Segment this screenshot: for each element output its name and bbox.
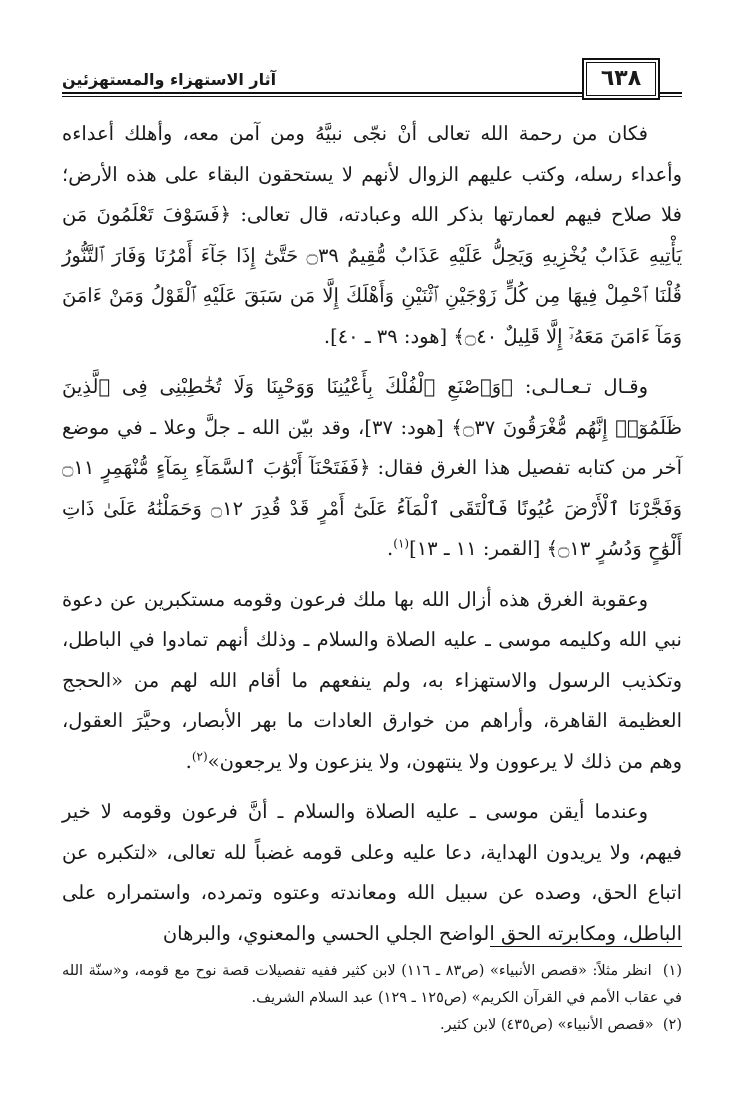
running-header: [62, 62, 682, 102]
footnote-number: (١): [662, 963, 683, 979]
header-rule-tick: [666, 92, 682, 94]
footnote-number: (٢): [662, 1017, 682, 1033]
paragraph-2: [62, 367, 682, 570]
footnotes: [62, 958, 682, 1039]
verse-reference: [هود: ٣٩ ـ ٤٠].: [323, 324, 448, 348]
running-title: آثار الاستهزاء والمستهزئين: [62, 70, 277, 89]
paragraph-3-text: وعقوبة الغرق هذه أزال الله بها ملك فرعون وقومه مستكبرين عن دعوة نبي الله وكليمه موسى ـ عليه الصلاة والسلام ـ وذلك أنهم تمادوا في الباطل، وتكذيب الرسول والاستهزاء به، ولم ينفعهم ما أقام الله لهم من «الحجج العظيمة القاهرة، وأراهم من خوارق العادات ما بهر الأبصار، وحيَّرَ العقول، وهم من ذلك لا يرعوون ولا ينتهون، ولا ينزعون ولا يرجعون»: [62, 587, 682, 773]
verse-reference: [القمر: ١١ ـ ١٣]: [409, 537, 541, 560]
paragraph-1: [62, 114, 682, 357]
paragraph-4-text: وعندما أيقن موسى ـ عليه الصلاة والسلام ـ أنَّ فرعون وقومه لا خير فيهم، ولا يريدون الهداية، دعا عليه وعلى قومه غضباً لله تعالى، «لتكبره عن اتباع الحق، وصده عن سبيل الله ومعاندته وعتوه وتمرده، واستمراره على الباطل، ومكابرته الحق الواضح الجلي الحسي والمعنوي، والبرهان: [62, 800, 682, 945]
quran-verse-qamar-11-13: ﴿فَفَتَحْنَآ أَبْوَٰبَ ٱلسَّمَآءِ بِمَآءٍ مُّنْهَمِرٍ ۝١١ وَفَجَّرْنَا ٱلْأَرْضَ عُيُونًا فَٱلْتَقَى ٱلْمَآءُ عَلَىٰٓ أَمْرٍ قَدْ قُدِرَ ۝١٢ وَحَمَلْنَٰهُ عَلَىٰ ذَاتِ أَلْوَٰحٍ وَدُسُرٍ ۝١٣﴾: [62, 456, 682, 560]
page-number: ٦٣٨: [582, 58, 660, 100]
footnote-text: انظر مثلاً: «قصص الأنبياء» (ص٨٣ ـ ١١٦) لابن كثير ففيه تفصيلات قصة نوح مع قومه، و«سنّة الله في عقاب الأمم في القرآن الكريم» (ص١٢٥ ـ ١٢٩) عبد السلام الشريف.: [62, 963, 682, 1006]
paragraph-4: [62, 792, 682, 954]
paragraph-3: [62, 580, 682, 783]
main-text: [62, 114, 682, 954]
quran-verse-hud-37: ﴿وَٱصْنَعِ ٱلْفُلْكَ بِأَعْيُنِنَا وَوَحْيِنَا وَلَا تُخَٰطِبْنِى فِى ٱلَّذِينَ ظَلَمُوٓا۟ إِنَّهُم مُّغْرَقُونَ ۝٣٧﴾: [62, 375, 682, 439]
paragraph-2-text: [هود: ٣٧]، وقد بيّن الله ـ جلَّ وعلا ـ في موضع آخر من كتابه تفصيل هذا الغرق فقال:: [62, 415, 682, 479]
paragraph-1-text: فكان من رحمة الله تعالى أنْ نجّى نبيَّهُ ومن آمن معه، وأهلك أعداءه وأعداء رسله، وكتب عليهم الزوال لأنهم لا يستحقون البقاء على هذه الأرض؛ فلا صلاح فيهم لعمارتها بذكر الله وعبادته، قال تعالى:: [62, 122, 682, 226]
footnote-marker[interactable]: (٢): [191, 749, 208, 763]
footnote-marker[interactable]: (١): [393, 536, 410, 551]
footnote-1: [62, 958, 682, 1012]
footnote-separator: [490, 946, 682, 947]
quran-verse-hud-39-40: ﴿فَسَوْفَ تَعْلَمُونَ مَن يَأْتِيهِ عَذَابٌ يُخْزِيهِ وَيَحِلُّ عَلَيْهِ عَذَابٌ مُّقِيمٌ ۝٣٩ حَتَّىٰٓ إِذَا جَآءَ أَمْرُنَا وَفَارَ ٱلتَّنُّورُ قُلْنَا ٱحْمِلْ فِيهَا مِن كُلٍّ زَوْجَيْنِ ٱثْنَيْنِ وَأَهْلَكَ إِلَّا مَن سَبَقَ عَلَيْهِ ٱلْقَوْلُ وَمَنْ ءَامَنَ وَمَآ ءَامَنَ مَعَهُۥٓ إِلَّا قَلِيلٌ ۝٤٠﴾: [62, 203, 682, 348]
sentence-end: .: [387, 537, 394, 560]
footnote-2: [62, 1012, 682, 1039]
sentence-end: .: [185, 749, 192, 773]
paragraph-2-intro: وقـال تـعـالـى:: [524, 375, 648, 398]
footnote-text: «قصص الأنبياء» (ص٤٣٥) لابن كثير.: [440, 1017, 654, 1033]
